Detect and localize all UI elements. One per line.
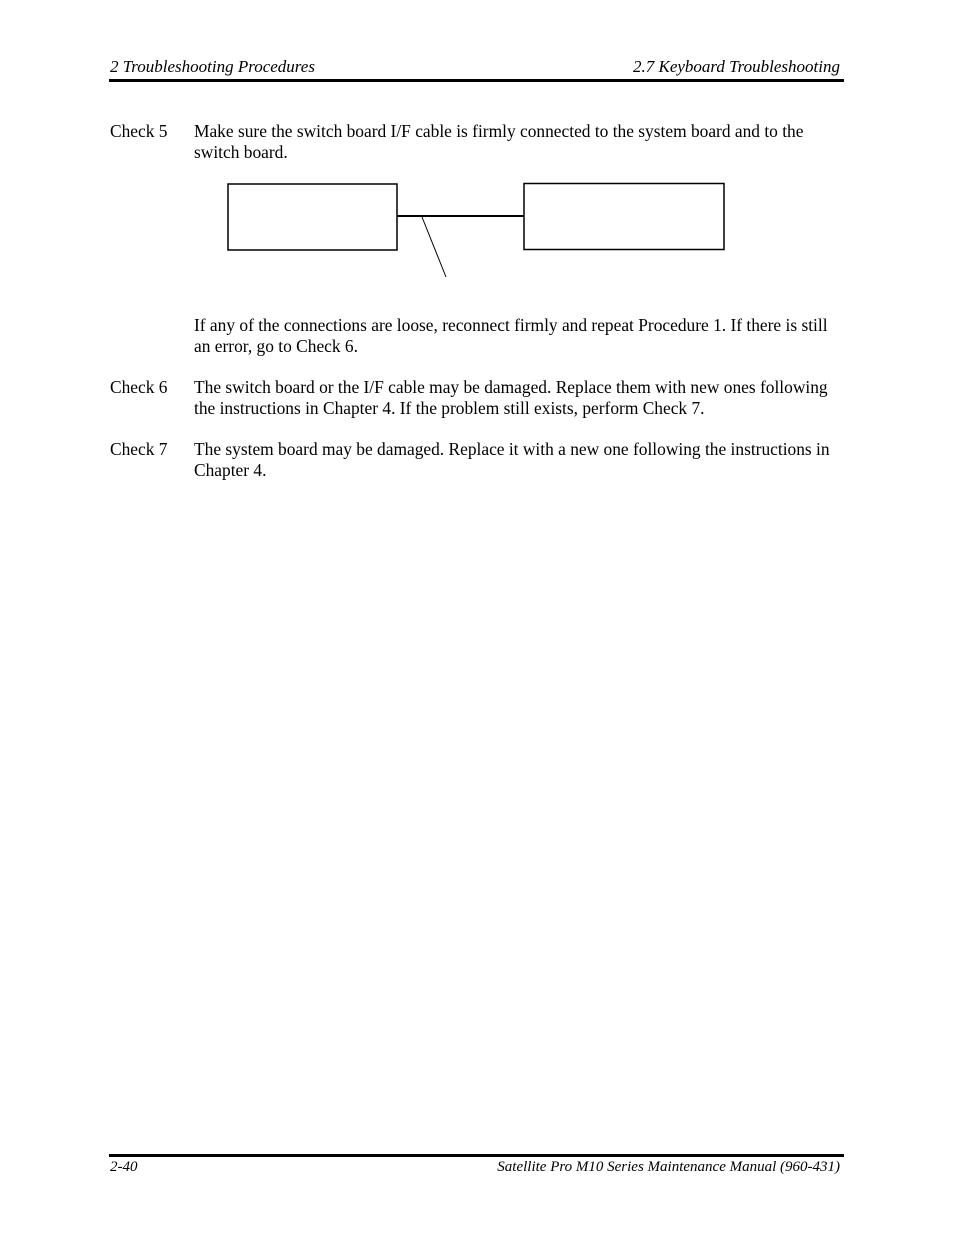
page-number: 2-40 — [110, 1159, 138, 1175]
page-footer — [110, 1159, 840, 1181]
check-label: Check 7 — [110, 439, 168, 459]
check-5-followup: If any of the connections are loose, reconnect firmly and repeat Procedure 1. If there is still an error, go to Check 6. — [194, 315, 828, 356]
switch-board-box — [524, 184, 724, 250]
check-text: The switch board or the I/F cable may be damaged. Replace them with new ones following the instructions in Chapter 4. If the problem still exists, perform Check 7. — [194, 377, 828, 418]
callout-leader-line — [422, 217, 446, 277]
check-text: The system board may be damaged. Replace it with a new one following the instructions in Chapter 4. — [194, 439, 830, 480]
page-header — [110, 57, 840, 79]
check-text: Make sure the switch board I/F cable is firmly connected to the system board and to the switch board. — [194, 121, 804, 162]
header-section-title: 2.7 Keyboard Troubleshooting — [633, 57, 840, 76]
check-label: Check 6 — [110, 377, 168, 397]
connection-diagram — [226, 182, 726, 282]
header-rule — [109, 79, 844, 82]
system-board-box — [228, 184, 397, 250]
check-label: Check 5 — [110, 121, 168, 141]
footer-rule — [109, 1154, 844, 1157]
manual-title: Satellite Pro M10 Series Maintenance Manual (960-431) — [497, 1159, 840, 1175]
header-chapter-title: 2 Troubleshooting Procedures — [110, 57, 315, 76]
